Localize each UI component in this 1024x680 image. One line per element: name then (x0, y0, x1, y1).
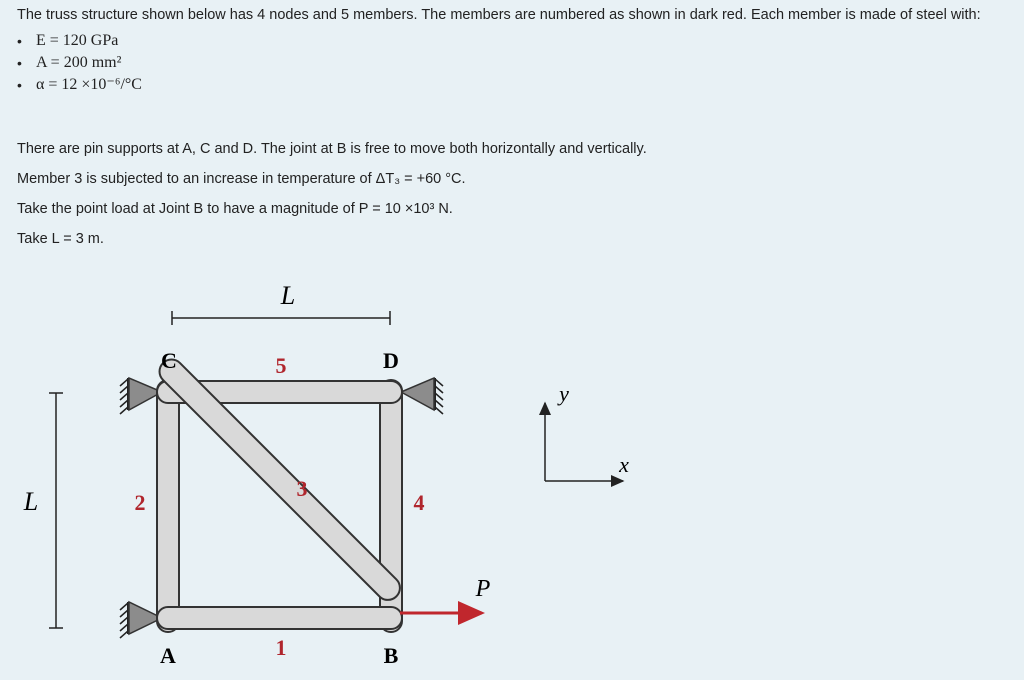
support-C (120, 378, 162, 414)
member-1 (157, 607, 402, 629)
dimension-label-vertical: L (23, 487, 39, 516)
node-label-C: C (161, 348, 177, 373)
member-label-2: 2 (134, 490, 146, 515)
node-label-D: D (383, 348, 399, 373)
member-label-4: 4 (413, 490, 425, 515)
support-A (120, 602, 162, 638)
member-2 (157, 380, 179, 632)
temperature-text: Member 3 is subjected to an increase in temperature of ΔT₃ = +60 °C. (17, 171, 466, 187)
axis-label-y: y (559, 381, 569, 406)
property-thermal-coefficient: • α = 12 ×10⁻⁶/°C (17, 74, 1007, 96)
load-arrow-P (400, 576, 491, 613)
horizontal-dimension (172, 281, 390, 325)
member-label-5: 5 (275, 353, 287, 378)
support-D (401, 378, 443, 414)
length-text: Take L = 3 m. (17, 231, 104, 247)
load-label-P: P (475, 576, 491, 602)
dimension-label-horizontal: L (280, 281, 296, 310)
vertical-dimension (23, 393, 63, 628)
member-label-3: 3 (296, 476, 308, 501)
node-label-A: A (160, 643, 176, 668)
load-text: Take the point load at Joint B to have a magnitude of P = 10 ×10³ N. (17, 201, 453, 217)
member-label-1: 1 (275, 635, 287, 660)
property-youngs-modulus: • E = 120 GPa (17, 30, 1007, 52)
coordinate-axes (545, 381, 629, 481)
intro-text: The truss structure shown below has 4 nodes and 5 members. The members are numbered as shown in dark red. Each member is made of steel with: (17, 7, 981, 23)
axis-label-x: x (619, 452, 629, 477)
property-area: • A = 200 mm² (17, 52, 1007, 74)
supports-text: There are pin supports at A, C and D. The joint at B is free to move both horizontally and vertically. (17, 141, 647, 157)
node-label-B: B (383, 643, 399, 668)
